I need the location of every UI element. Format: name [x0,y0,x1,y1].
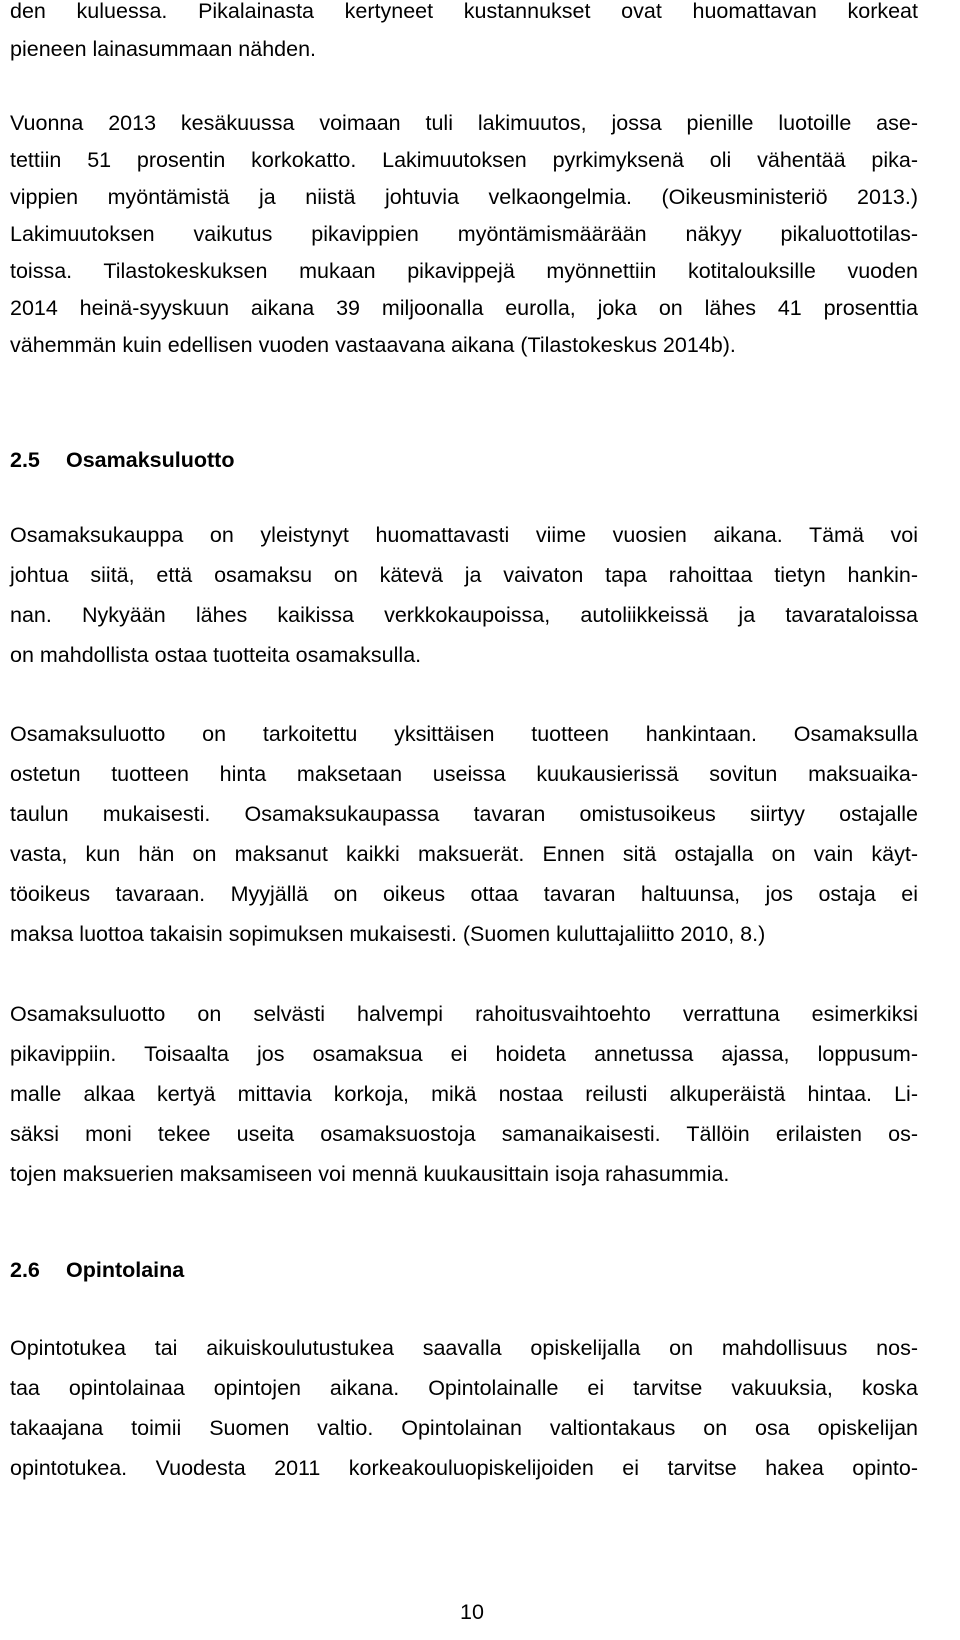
paragraph-2-line-4: Lakimuutoksen vaikutus pikavippien myöntämismäärään näkyy pikaluottotilas- [10,222,918,246]
paragraph-5-line-3: malle alkaa kertyä mittavia korkoja, mikä nostaa reilusti alkuperäistä hintaa. Li- [10,1082,918,1106]
paragraph-4-line-5: töoikeus tavaraan. Myyjällä on oikeus ottaa tavaran haltuunsa, jos ostaja ei [10,882,918,906]
paragraph-1-line-2: pieneen lainasummaan nähden. [10,37,317,61]
paragraph-5-line-5: tojen maksuerien maksamiseen voi mennä kuukausittain isoja rahasummia. [10,1162,730,1186]
paragraph-4-line-1: Osamaksuluotto on tarkoitettu yksittäisen tuotteen hankintaan. Osamaksulla [10,722,918,746]
section-number: 2.5 [10,448,40,472]
section-title: Opintolaina [66,1258,185,1282]
paragraph-2-line-3: vippien myöntämistä ja niistä johtuvia velkaongelmia. (Oikeusministeriö 2013.) [10,185,918,209]
paragraph-6-line-4: opintotukea. Vuodesta 2011 korkeakouluopiskelijoiden ei tarvitse hakea opinto- [10,1456,918,1480]
paragraph-6-line-3: takaajana toimii Suomen valtio. Opintolainan valtiontakaus on osa opiskelijan [10,1416,918,1440]
paragraph-4-line-4: vasta, kun hän on maksanut kaikki maksuerät. Ennen sitä ostajalla on vain käyt- [10,842,918,866]
paragraph-5-line-1: Osamaksuluotto on selvästi halvempi rahoitusvaihtoehto verrattuna esimerkiksi [10,1002,918,1026]
paragraph-6-line-2: taa opintolainaa opintojen aikana. Opintolainalle ei tarvitse vakuuksia, koska [10,1376,918,1400]
paragraph-4-line-6: maksa luottoa takaisin sopimuksen mukaisesti. (Suomen kuluttajaliitto 2010, 8.) [10,922,766,946]
paragraph-3-line-1: Osamaksukauppa on yleistynyt huomattavasti viime vuosien aikana. Tämä voi [10,523,918,547]
paragraph-2-line-7: vähemmän kuin edellisen vuoden vastaavana aikana (Tilastokeskus 2014b). [10,333,736,357]
section-heading-2-5 [10,445,234,475]
paragraph-2-line-1: Vuonna 2013 kesäkuussa voimaan tuli lakimuutos, jossa pienille luotoille ase- [10,111,918,135]
paragraph-3-line-4: on mahdollista ostaa tuotteita osamaksulla. [10,643,422,667]
paragraph-5-line-2: pikavippiin. Toisaalta jos osamaksua ei hoideta annetussa ajassa, loppusum- [10,1042,918,1066]
paragraph-4-line-2: ostetun tuotteen hinta maksetaan useissa kuukausierissä sovitun maksuaika- [10,762,918,786]
paragraph-6-line-1: Opintotukea tai aikuiskoulutustukea saavalla opiskelijalla on mahdollisuus nos- [10,1336,918,1360]
page-number: 10 [460,1600,484,1624]
paragraph-4-line-3: taulun mukaisesti. Osamaksukaupassa tavaran omistusoikeus siirtyy ostajalle [10,802,918,826]
paragraph-1-line-1: den kuluessa. Pikalainasta kertyneet kustannukset ovat huomattavan korkeat [10,0,918,23]
section-number: 2.6 [10,1258,40,1282]
section-title: Osamaksuluotto [66,448,235,472]
section-heading-2-6 [10,1255,184,1285]
paragraph-5-line-4: säksi moni tekee useita osamaksuostoja samanaikaisesti. Tällöin erilaisten os- [10,1122,918,1146]
paragraph-2-line-5: toissa. Tilastokeskuksen mukaan pikavippejä myönnettiin kotitalouksille vuoden [10,259,918,283]
paragraph-3-line-3: nan. Nykyään lähes kaikissa verkkokaupoissa, autoliikkeissä ja tavarataloissa [10,603,918,627]
paragraph-2-line-2: tettiin 51 prosentin korkokatto. Lakimuutoksen pyrkimyksenä oli vähentää pika- [10,148,918,172]
paragraph-3-line-2: johtua siitä, että osamaksu on kätevä ja vaivaton tapa rahoittaa tietyn hankin- [10,563,918,587]
paragraph-2-line-6: 2014 heinä-syyskuun aikana 39 miljoonalla eurolla, joka on lähes 41 prosenttia [10,296,918,320]
